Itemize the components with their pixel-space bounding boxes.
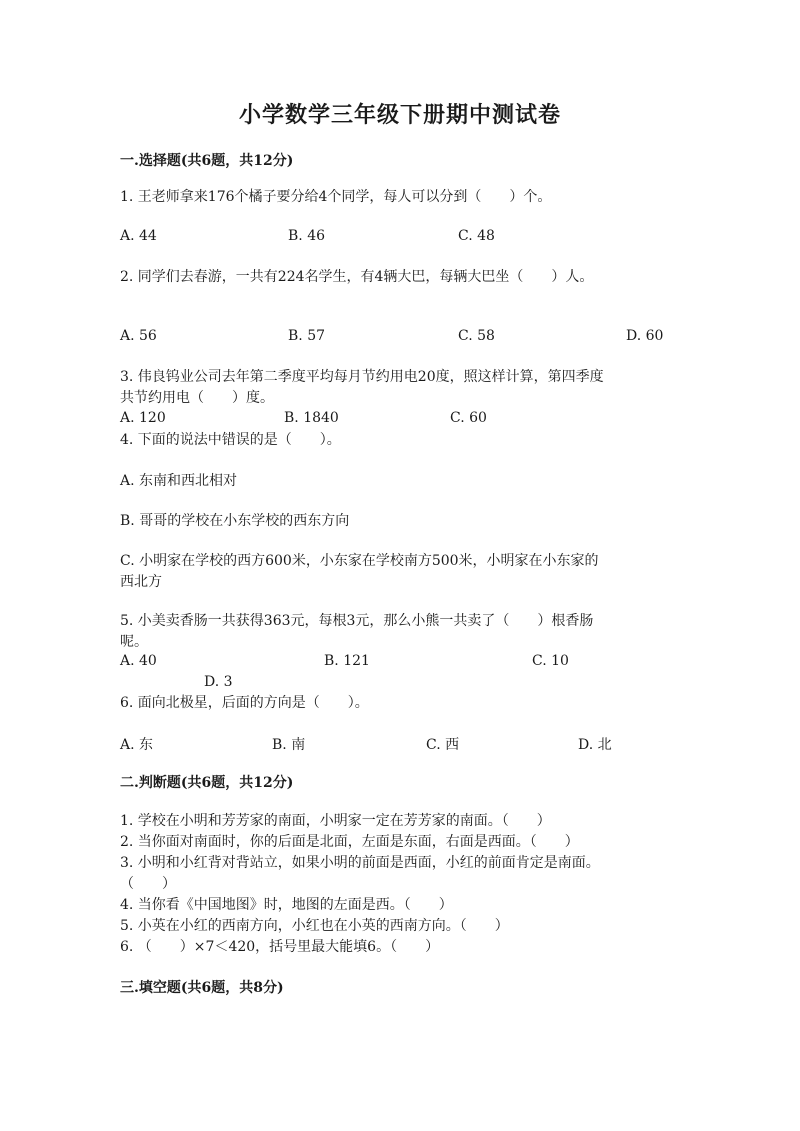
option-c: C. 10: [532, 653, 569, 669]
section-heading-choice: 一.选择题(共6题，共12分): [120, 153, 294, 169]
option-b: B. 46: [288, 228, 326, 244]
question-3-cont: 共节约用电（ ）度。: [120, 390, 274, 406]
question-4: 4. 下面的说法中错误的是（ ）。: [120, 432, 341, 448]
question-5: 5. 小美卖香肠一共获得363元，每根3元，那么小熊一共卖了（ ）根香肠: [120, 613, 594, 629]
question-1: 1. 王老师拿来176个橘子要分给4个同学，每人可以分到（ ）个。: [120, 189, 552, 205]
option-c: C. 58: [458, 328, 495, 344]
option-d: D. 60: [626, 328, 664, 344]
judgement-4: 4. 当你看《中国地图》时，地图的左面是西。（ ）: [120, 897, 453, 913]
option-a: A. 120: [120, 410, 166, 426]
option-b: B. 哥哥的学校在小东学校的西东方向: [120, 513, 350, 529]
option-d: D. 3: [204, 674, 233, 690]
option-a: A. 40: [120, 653, 157, 669]
judgement-5: 5. 小英在小红的西南方向，小红也在小英的西南方向。（ ）: [120, 918, 509, 934]
judgement-3-cont: （ ）: [120, 876, 176, 892]
option-b: B. 57: [288, 328, 326, 344]
option-b: B. 南: [272, 737, 306, 753]
option-c-cont: 西北方: [120, 574, 162, 590]
question-3: 3. 伟良钨业公司去年第二季度平均每月节约用电20度，照这样计算，第四季度: [120, 369, 604, 385]
option-b: B. 1840: [284, 410, 339, 426]
option-b: B. 121: [324, 653, 370, 669]
option-c: C. 48: [458, 228, 495, 244]
question-5-cont: 呢。: [120, 634, 148, 650]
option-a: A. 56: [120, 328, 157, 344]
judgement-3: 3. 小明和小红背对背站立，如果小明的前面是西面，小红的前面肯定是南面。: [120, 855, 600, 871]
page-title: 小学数学三年级下册期中测试卷: [238, 102, 561, 128]
option-c: C. 小明家在学校的西方600米，小东家在学校南方500米，小明家在小东家的: [120, 553, 599, 569]
option-a: A. 东: [120, 737, 154, 753]
question-2: 2. 同学们去春游，一共有224名学生，有4辆大巴，每辆大巴坐（ ）人。: [120, 269, 594, 285]
option-d: D. 北: [578, 737, 612, 753]
judgement-1: 1. 学校在小明和芳芳家的南面，小明家一定在芳芳家的南面。（ ）: [120, 813, 551, 829]
section-heading-judgement: 二.判断题(共6题，共12分): [120, 775, 294, 791]
option-c: C. 西: [426, 737, 460, 753]
section-heading-fill-blank: 三.填空题(共6题，共8分): [120, 980, 284, 996]
option-a: A. 东南和西北相对: [120, 473, 238, 489]
judgement-2: 2. 当你面对南面时，你的后面是北面，左面是东面，右面是西面。（ ）: [120, 834, 579, 850]
option-a: A. 44: [120, 228, 157, 244]
option-c: C. 60: [450, 410, 487, 426]
judgement-6: 6. （ ）×7＜420，括号里最大能填6。（ ）: [120, 939, 440, 955]
question-6: 6. 面向北极星，后面的方向是（ ）。: [120, 695, 369, 711]
